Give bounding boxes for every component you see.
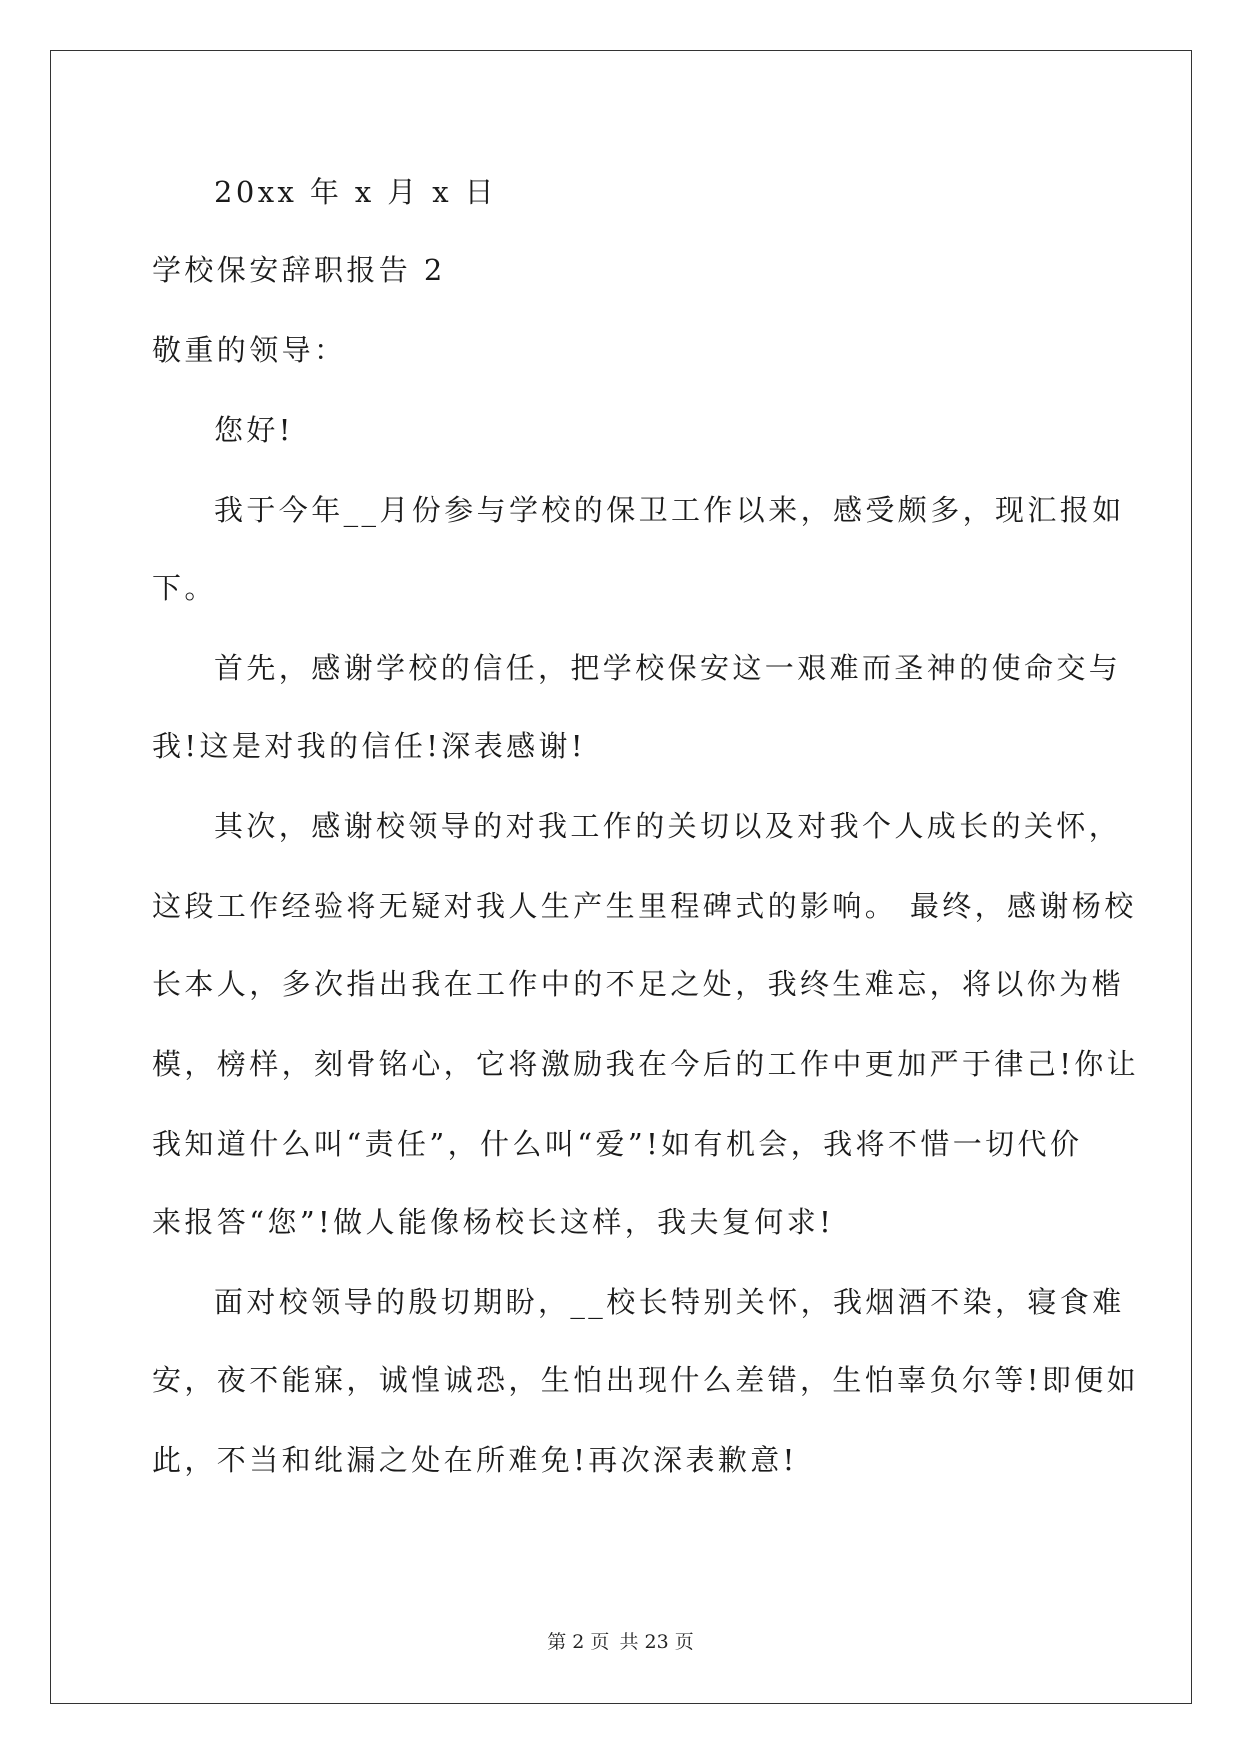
page-number: 第 2 页 [547, 1631, 610, 1653]
page-footer [0, 1630, 1241, 1654]
paragraph-line: 其次，感谢校领导的对我工作的关切以及对我个人成长的关怀， [214, 809, 1122, 843]
paragraph-line: 来报答“您”!做人能像杨校长这样，我夫复何求! [152, 1205, 835, 1239]
paragraph-line: 长本人，多次指出我在工作中的不足之处，我终生难忘，将以你为楷 [152, 967, 1125, 1001]
paragraph-line: 下。 [152, 571, 217, 605]
paragraph-line: 我知道什么叫“责任”，什么叫“爱”!如有机会，我将不惜一切代价 [152, 1127, 1083, 1161]
paragraph-line: 我!这是对我的信任!深表感谢! [152, 729, 586, 763]
salutation: 敬重的领导： [152, 333, 347, 367]
paragraph-line: 首先，感谢学校的信任，把学校保安这一艰难而圣神的使命交与 [214, 651, 1122, 685]
paragraph-line: 面对校领导的殷切期盼，__校长特别关怀，我烟酒不染，寝食难 [214, 1285, 1125, 1319]
date-line: 20xx 年 x 月 x 日 [214, 175, 498, 209]
paragraph-line: 此，不当和纰漏之处在所难免!再次深表歉意! [152, 1443, 798, 1477]
greeting: 您好! [214, 413, 294, 447]
paragraph-line: 安，夜不能寐，诚惶诚恐，生怕出现什么差错，生怕辜负尔等!即便如 [152, 1363, 1140, 1397]
paragraph-line: 这段工作经验将无疑对我人生产生里程碑式的影响。 最终，感谢杨校 [152, 889, 1137, 923]
paragraph-line: 我于今年__月份参与学校的保卫工作以来，感受颇多，现汇报如 [214, 493, 1125, 527]
page-total: 共 23 页 [619, 1631, 694, 1653]
document-heading: 学校保安辞职报告 2 [152, 253, 446, 287]
paragraph-line: 模，榜样，刻骨铭心，它将激励我在今后的工作中更加严于律己!你让 [152, 1047, 1140, 1081]
